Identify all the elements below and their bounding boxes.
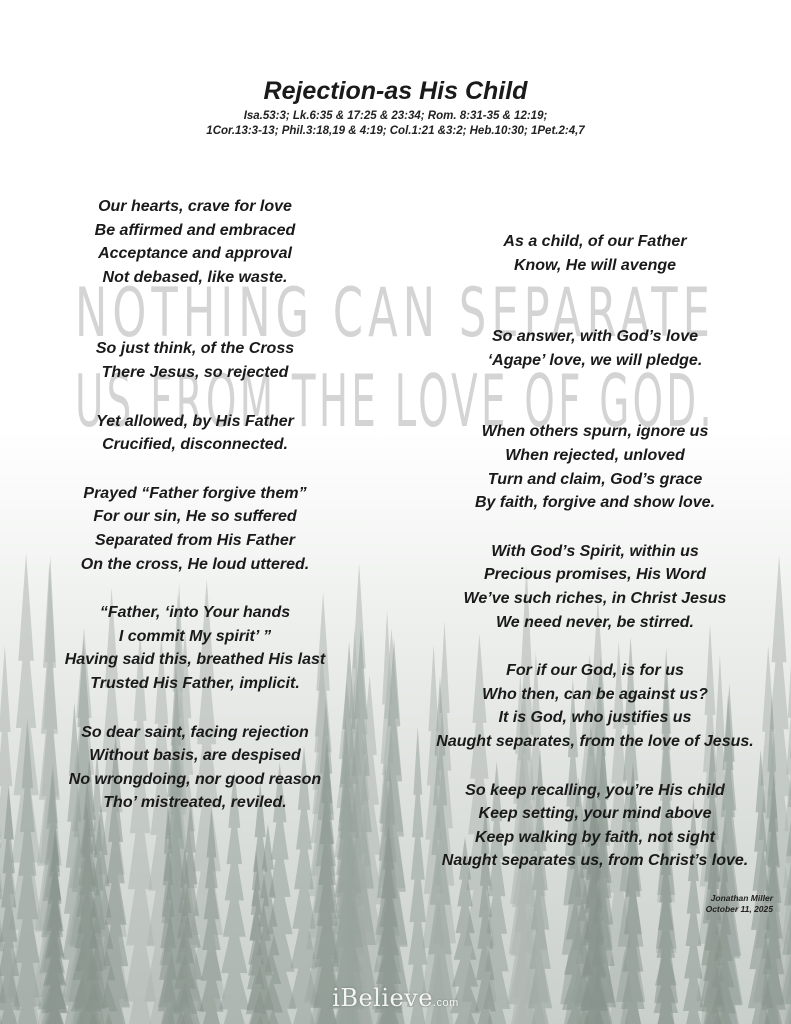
poem-line: With God’s Spirit, within us bbox=[491, 542, 699, 560]
right-column bbox=[400, 230, 790, 873]
stanza bbox=[40, 482, 350, 576]
logo-suffix: .com bbox=[433, 997, 459, 1009]
poem-line: As a child, of our Father bbox=[503, 233, 687, 250]
stanza bbox=[40, 337, 350, 384]
poem-line: We need never, be stirred. bbox=[495, 613, 694, 631]
poem-line: Crucified, disconnected. bbox=[102, 436, 288, 454]
poem-line: So dear saint, facing rejection bbox=[81, 723, 309, 741]
poem-line: For our sin, He so suffered bbox=[93, 508, 297, 526]
poem-line: Trusted His Father, implicit. bbox=[90, 674, 300, 692]
poem-line: ‘Agape’ love, we will pledge. bbox=[487, 351, 703, 369]
stanza bbox=[400, 420, 790, 514]
poem-line: So answer, with God’s love bbox=[492, 328, 698, 346]
poem-line: On the cross, He loud uttered. bbox=[80, 555, 310, 573]
stanza bbox=[40, 195, 350, 289]
poem-line: I commit My spirit’ ” bbox=[118, 627, 272, 645]
stanza bbox=[40, 721, 350, 815]
poem-line: Naught separates us, from Christ’s love. bbox=[441, 852, 749, 870]
poem-line: When rejected, unloved bbox=[505, 446, 685, 464]
poem-title: Rejection-as His Child bbox=[263, 77, 528, 105]
poem-line: Separated from His Father bbox=[94, 531, 296, 549]
poem-line: Who then, can be against us? bbox=[482, 685, 708, 703]
poem-line: Without basis, are despised bbox=[89, 747, 301, 765]
poem-line: Our hearts, crave for love bbox=[98, 198, 292, 215]
stanza bbox=[400, 779, 790, 873]
stanza bbox=[400, 230, 790, 277]
poem-line: For if our God, is for us bbox=[506, 662, 684, 680]
poem-line: Know, He will avenge bbox=[513, 256, 677, 274]
poem-line: So just think, of the Cross bbox=[95, 340, 295, 358]
signature bbox=[706, 893, 773, 915]
poem-line: So keep recalling, you’re His child bbox=[465, 781, 725, 799]
poem-line: Keep walking by faith, not sight bbox=[474, 828, 715, 846]
author-name: Jonathan Miller bbox=[710, 893, 773, 903]
left-column bbox=[40, 195, 350, 815]
poem-line: Yet allowed, by His Father bbox=[96, 412, 294, 430]
reference-line: 1Cor.13:3-13; Phil.3:18,19 & 4:19; Col.1:21 &3:2; Heb.10:30; 1Pet.2:4,7 bbox=[206, 125, 585, 137]
stanza bbox=[40, 601, 350, 695]
poem-line: No wrongdoing, nor good reason bbox=[68, 770, 322, 788]
ibelieve-logo bbox=[0, 984, 791, 1012]
logo-brand: iBelieve bbox=[332, 984, 433, 1012]
poem-line: Be affirmed and embraced bbox=[94, 221, 296, 239]
poem-line: Prayed “Father forgive them” bbox=[83, 484, 307, 502]
reference-line: Isa.53:3; Lk.6:35 & 17:25 & 23:34; Rom. 8:31-35 & 12:19; bbox=[243, 110, 548, 122]
stanza bbox=[40, 410, 350, 457]
poem-line: Precious promises, His Word bbox=[484, 566, 706, 584]
poem-line: When others spurn, ignore us bbox=[481, 423, 709, 441]
poem-line: Naught separates, from the love of Jesus. bbox=[436, 732, 754, 750]
stanza bbox=[400, 540, 790, 634]
poem-line: Keep setting, your mind above bbox=[478, 805, 712, 823]
poem-line: Having said this, breathed His last bbox=[64, 651, 326, 669]
watermark-line-2: US FROM THE LOVE OF GOD. bbox=[75, 359, 715, 438]
poem-line: We’ve such riches, in Christ Jesus bbox=[463, 589, 727, 607]
poem-line: By faith, forgive and show love. bbox=[474, 494, 716, 512]
poem-line: Acceptance and approval bbox=[98, 245, 292, 263]
watermark-line-1: NOTHING CAN SEPARATE bbox=[75, 274, 715, 353]
scripture-references bbox=[0, 109, 791, 139]
poem-line: It is God, who justifies us bbox=[498, 709, 692, 727]
poem-line: “Father, ‘into Your hands bbox=[99, 604, 291, 622]
stanza bbox=[400, 659, 790, 753]
stanza bbox=[400, 325, 790, 372]
poem-line: Turn and claim, God’s grace bbox=[487, 470, 703, 488]
poem-line: Not debased, like waste. bbox=[102, 268, 288, 286]
poem-line: Tho’ mistreated, reviled. bbox=[103, 794, 287, 812]
poem-date: October 11, 2025 bbox=[705, 904, 773, 914]
poem-line: There Jesus, so rejected bbox=[101, 363, 289, 381]
